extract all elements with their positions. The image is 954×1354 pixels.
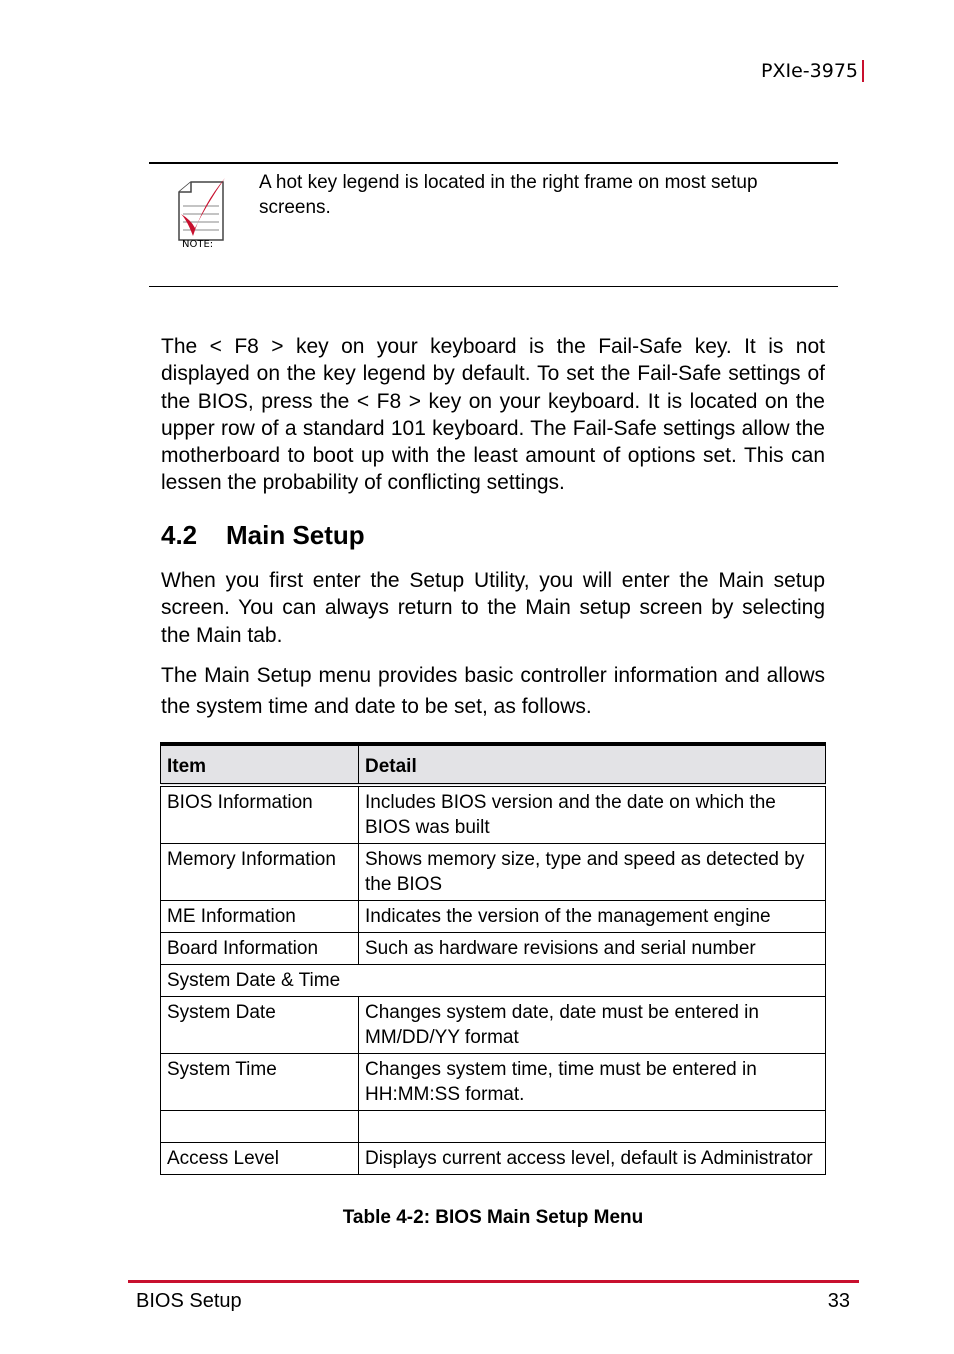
row-detail: Shows memory size, type and speed as detected by the BIOS [359, 844, 826, 901]
table-row-group [161, 965, 826, 997]
row-detail: Displays current access level, default is Administrator [359, 1143, 826, 1175]
header-model [761, 60, 864, 82]
section-title: Main Setup [226, 520, 365, 550]
failsafe-paragraph: The < F8 > key on your keyboard is the Fail-Safe key. It is not displayed on the key legend by default. To set the Fail-Safe settings of the BIOS, press the < F8 > key on your keyboard. It is located on the upper row of a standard 101 keyboard. The Fail-Safe settings allow the motherboard to boot up with the least amount of options set. This can lessen the probability of conflicting settings. [161, 335, 825, 495]
bios-main-setup-table [160, 742, 826, 1175]
row-detail [359, 1111, 826, 1143]
table-row [161, 933, 826, 965]
table-caption: Table 4-2: BIOS Main Setup Menu [342, 1207, 644, 1228]
row-item: System Time [161, 1054, 359, 1111]
row-item: Access Level [161, 1143, 359, 1175]
header-model-text: PXIe-3975 [761, 60, 858, 82]
note-box [149, 162, 838, 287]
header-item: Item [161, 744, 359, 785]
section-heading [161, 520, 365, 551]
row-group-label: System Date & Time [161, 965, 826, 997]
row-item: System Date [161, 997, 359, 1054]
row-detail: Such as hardware revisions and serial number [359, 933, 826, 965]
footer-rule [128, 1280, 859, 1283]
row-detail: Includes BIOS version and the date on which the BIOS was built [359, 785, 826, 844]
table-row [161, 844, 826, 901]
header-accent-bar [862, 60, 864, 82]
footer-page-number: 33 [827, 1290, 850, 1312]
table-row [161, 901, 826, 933]
note-text: A hot key legend is located in the right frame on most setup screens. [259, 172, 758, 218]
table-row [161, 785, 826, 844]
header-detail: Detail [359, 744, 826, 785]
row-detail: Indicates the version of the management engine [359, 901, 826, 933]
row-item: Memory Information [161, 844, 359, 901]
menu-paragraph: The Main Setup menu provides basic controller information and allows the system time and date to be set, as follows. [161, 664, 825, 718]
row-item: ME Information [161, 901, 359, 933]
row-item: Board Information [161, 933, 359, 965]
row-item: BIOS Information [161, 785, 359, 844]
table-row [161, 1143, 826, 1175]
note-icon-label: NOTE: [182, 239, 214, 250]
table-row-empty [161, 1111, 826, 1143]
table-header-row [161, 744, 826, 785]
enter-paragraph: When you first enter the Setup Utility, you will enter the Main setup screen. You can always return to the Main setup screen by selecting the Main tab. [161, 569, 825, 647]
row-detail: Changes system date, date must be entered in MM/DD/YY format [359, 997, 826, 1054]
table-row [161, 997, 826, 1054]
row-item [161, 1111, 359, 1143]
table-row [161, 1054, 826, 1111]
row-detail: Changes system time, time must be entered in HH:MM:SS format. [359, 1054, 826, 1111]
section-number: 4.2 [161, 520, 198, 550]
footer-section: BIOS Setup [136, 1290, 242, 1312]
